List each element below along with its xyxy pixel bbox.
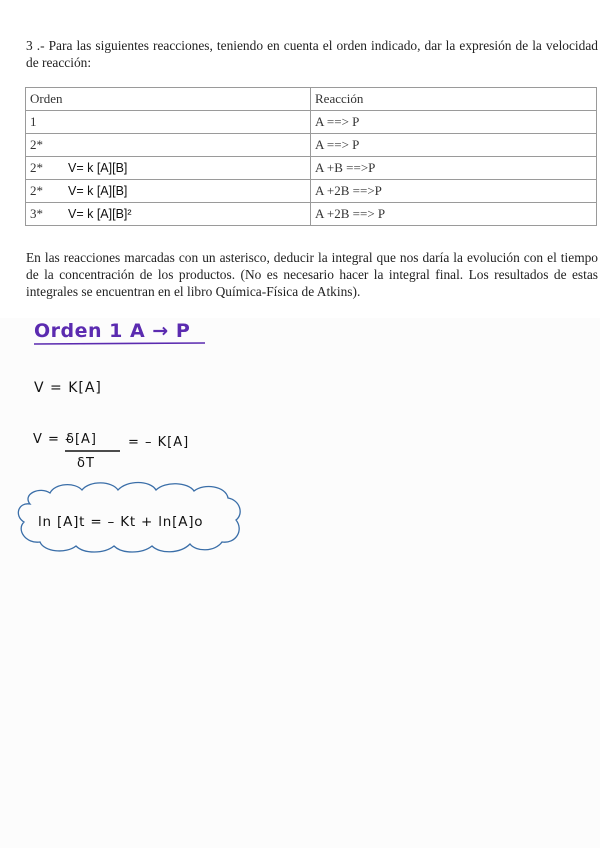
- title-underline: [34, 343, 205, 344]
- orden-cell: 2*: [30, 183, 43, 198]
- table-header-row: [26, 88, 597, 111]
- integrated-rate-law: ln [A]t = – Kt + ln[A]o: [38, 514, 204, 530]
- differential-denominator: δT: [77, 456, 95, 471]
- velocity-cell: V= k [A][B]²: [68, 207, 132, 221]
- table-row: [26, 180, 597, 203]
- differential-numerator: δ[A]: [66, 432, 97, 447]
- table-row: [26, 134, 597, 157]
- reaction-cell: A +2B ==> P: [311, 203, 597, 226]
- reaction-cell: A ==> P: [311, 111, 597, 134]
- orden-cell: 2*: [30, 137, 43, 152]
- reaction-cell: A +2B ==>P: [311, 180, 597, 203]
- orden-cell: 2*: [30, 160, 43, 175]
- reaction-cell: A +B ==>P: [311, 157, 597, 180]
- orden-cell: 3*: [30, 206, 43, 221]
- instructions-text: En las reacciones marcadas con un asterisco, deducir la integral que nos daría la evolución con el tiempo de la concentración de los productos. (No es necesario hacer la integral final. Los resultados de estas integrales se encuentran en el libro Química-Física de Atkins).: [26, 250, 598, 299]
- orden-cell: 1: [30, 114, 37, 129]
- reaction-table: [25, 87, 597, 226]
- differential-lhs: V = –: [33, 432, 73, 447]
- header-reaccion: Reacción: [311, 88, 597, 111]
- table-row: [26, 203, 597, 226]
- table-row: [26, 111, 597, 134]
- handwritten-notes: [0, 318, 600, 848]
- printed-page: [0, 0, 600, 318]
- reaction-cell: A ==> P: [311, 134, 597, 157]
- question-text: 3 .- Para las siguientes reacciones, teniendo en cuenta el orden indicado, dar la expresión de la velocidad de reacción:: [26, 38, 598, 70]
- velocity-cell: V= k [A][B]: [68, 161, 128, 175]
- differential-rhs: = – K[A]: [128, 435, 190, 450]
- rate-law: V = K[A]: [34, 380, 102, 396]
- header-orden: Orden: [26, 88, 311, 111]
- table-row: [26, 157, 597, 180]
- handwriting-strokes: [0, 318, 600, 848]
- velocity-cell: V= k [A][B]: [68, 184, 128, 198]
- handwritten-title: Orden 1 A → P: [34, 320, 191, 342]
